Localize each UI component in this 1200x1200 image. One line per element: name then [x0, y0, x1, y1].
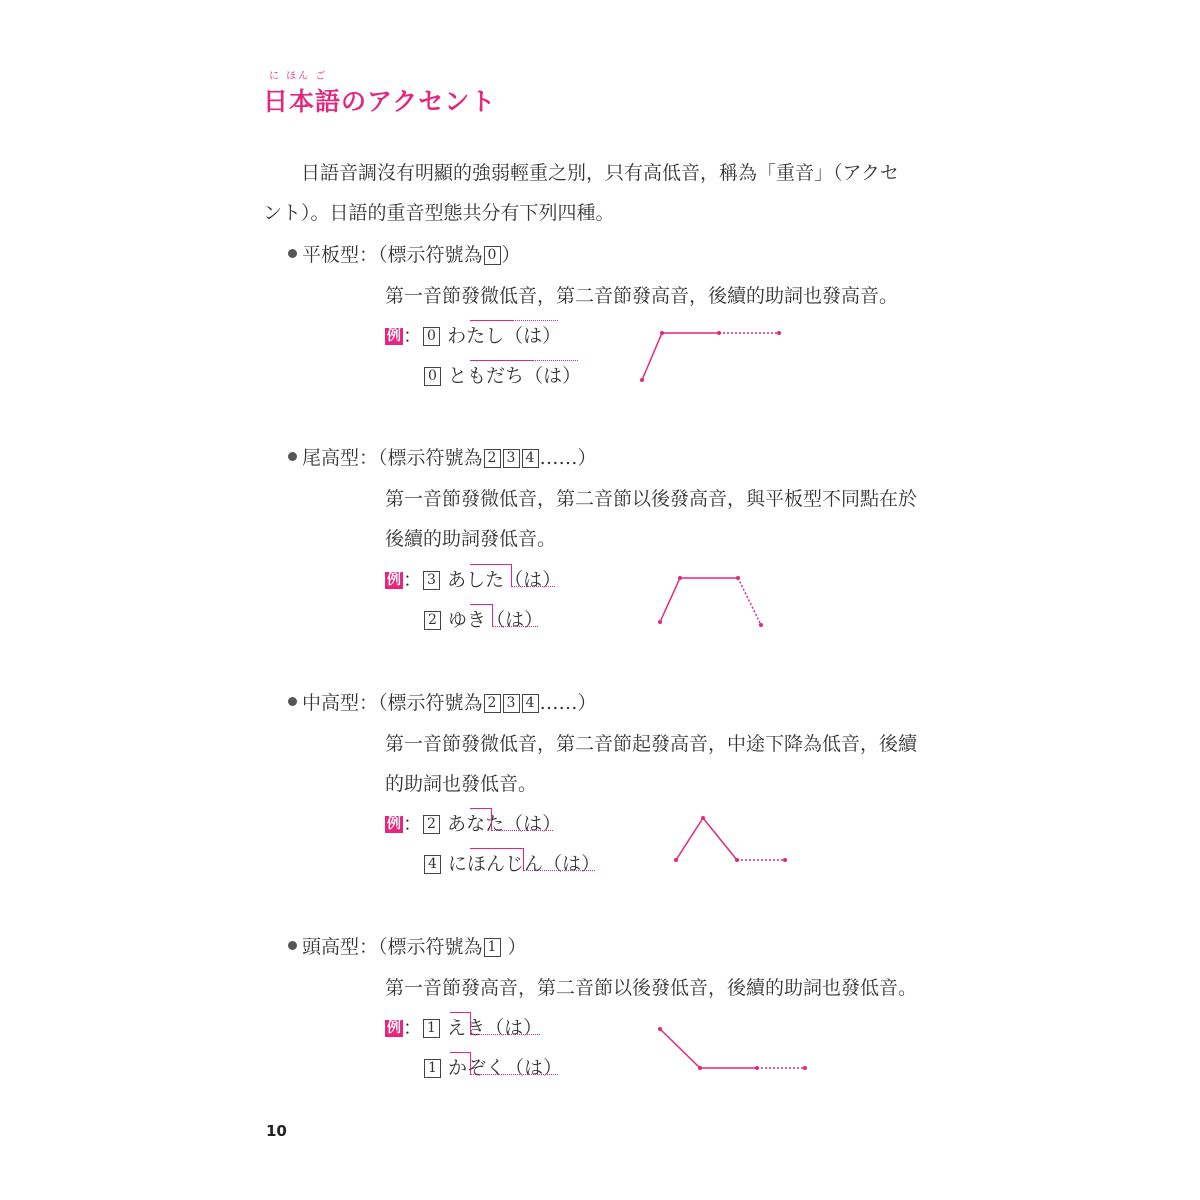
title-ruby: に ほん ご: [269, 71, 328, 82]
example-word: わたし: [447, 325, 505, 347]
accent-mark: 0: [484, 246, 501, 265]
accent-particle-line: [492, 626, 538, 627]
example-particle: （は）: [543, 853, 601, 875]
accent-drop-line: [523, 848, 524, 870]
accent-number: 3: [423, 571, 440, 590]
accent-number: 2: [423, 815, 440, 834]
accent-mark: 4: [522, 449, 539, 468]
accent-mark: 4: [522, 694, 539, 713]
accent-drop-line: [511, 564, 512, 586]
accent-number: 1: [424, 1059, 441, 1078]
example-row: 例 ： 0 わたし（は）: [387, 325, 562, 347]
accent-high-line: [470, 604, 492, 605]
bullet-icon: [288, 452, 297, 461]
example-word: かぞく: [448, 1057, 506, 1079]
example-particle: （は）: [485, 1017, 543, 1039]
accent-particle-line: [523, 870, 595, 871]
accent-high-line: [470, 848, 523, 849]
accent-high-line: [450, 1012, 470, 1013]
accent-particle-line: [491, 830, 553, 831]
section-description: 第一音節發微低音，第二音節發高音，後續的助詞也發高音。: [385, 285, 899, 307]
example-word: にほんじん: [448, 853, 544, 875]
page-number: 10: [266, 1122, 287, 1140]
example-particle: （は）: [504, 569, 562, 591]
example-row: [423, 1053, 562, 1080]
accent-particle-line: [470, 1074, 558, 1075]
example-particle: （は）: [504, 325, 562, 347]
example-particle: （は）: [524, 365, 582, 387]
example-row: [423, 849, 600, 876]
accent-number: 1: [423, 1019, 440, 1038]
accent-high-line: [470, 564, 511, 565]
section-description: 第一音節發高音，第二音節以後發低音，後續的助詞也發低音。: [385, 977, 918, 999]
example-word: ともだち: [448, 365, 525, 387]
section-heading: 中高型：（標示符號為 2 3 4 ……）: [288, 688, 597, 715]
accent-mark: 2: [484, 694, 501, 713]
intro-line-2: ント）。日語的重音型態共分有下列四種。: [263, 202, 615, 224]
example-particle: （は）: [486, 609, 544, 631]
example-row: 例 ： 1 えき（は）: [387, 1017, 543, 1039]
example-word: あした: [447, 569, 505, 591]
bullet-icon: [288, 941, 297, 950]
example-particle: （は）: [504, 813, 562, 835]
accent-number: 2: [424, 611, 441, 630]
example-badge: 例: [387, 328, 401, 344]
accent-drop-line: [492, 604, 493, 626]
example-row: 例 ： 2 あなた（は）: [387, 813, 562, 835]
accent-mark: 1: [484, 938, 501, 957]
example-row: 例 ： 3 あした（は）: [387, 569, 562, 591]
example-particle: （は）: [505, 1057, 563, 1079]
accent-mark: 3: [503, 449, 520, 468]
accent-drop-line: [470, 1052, 471, 1074]
accent-high-line: [450, 1052, 470, 1053]
accent-high-line: [470, 808, 491, 809]
accent-number: 0: [423, 327, 440, 346]
accent-drop-line: [470, 1012, 471, 1034]
example-row: [423, 605, 543, 632]
example-badge: 例: [387, 572, 401, 588]
accent-mark: 2: [484, 449, 501, 468]
accent-number: 4: [424, 855, 441, 874]
accent-particle-line: [511, 586, 555, 587]
example-word: えき: [447, 1017, 486, 1039]
section-heading: 頭高型：（標示符號為 1 ）: [288, 932, 527, 959]
accent-particle-line: [470, 1034, 540, 1035]
bullet-icon: [288, 697, 297, 706]
example-badge: 例: [387, 816, 401, 832]
section-description: 第一音節發微低音，第二音節起發高音，中途下降為低音，後續: [385, 733, 918, 755]
example-word: あなた: [447, 813, 505, 835]
example-badge: 例: [387, 1020, 401, 1036]
section-heading: 平板型：（標示符號為 0 ）: [288, 240, 521, 267]
section-description: 的助詞也發低音。: [385, 773, 538, 795]
example-word: ゆき: [448, 609, 487, 631]
accent-number: 0: [424, 367, 441, 386]
accent-mark: 3: [503, 694, 520, 713]
accent-drop-line: [491, 808, 492, 830]
page-title: に ほん ご 日本語のアクセント: [263, 82, 496, 118]
section-description: 後續的助詞發低音。: [385, 528, 557, 550]
intro-line-1: 日語音調沒有明顯的強弱輕重之別，只有高低音，稱為「重音」（アクセ: [301, 162, 899, 184]
section-description: 第一音節發微低音，第二音節以後發高音，與平板型不同點在於: [385, 488, 918, 510]
section-heading: 尾高型：（標示符號為 2 3 4 ……）: [288, 443, 597, 470]
